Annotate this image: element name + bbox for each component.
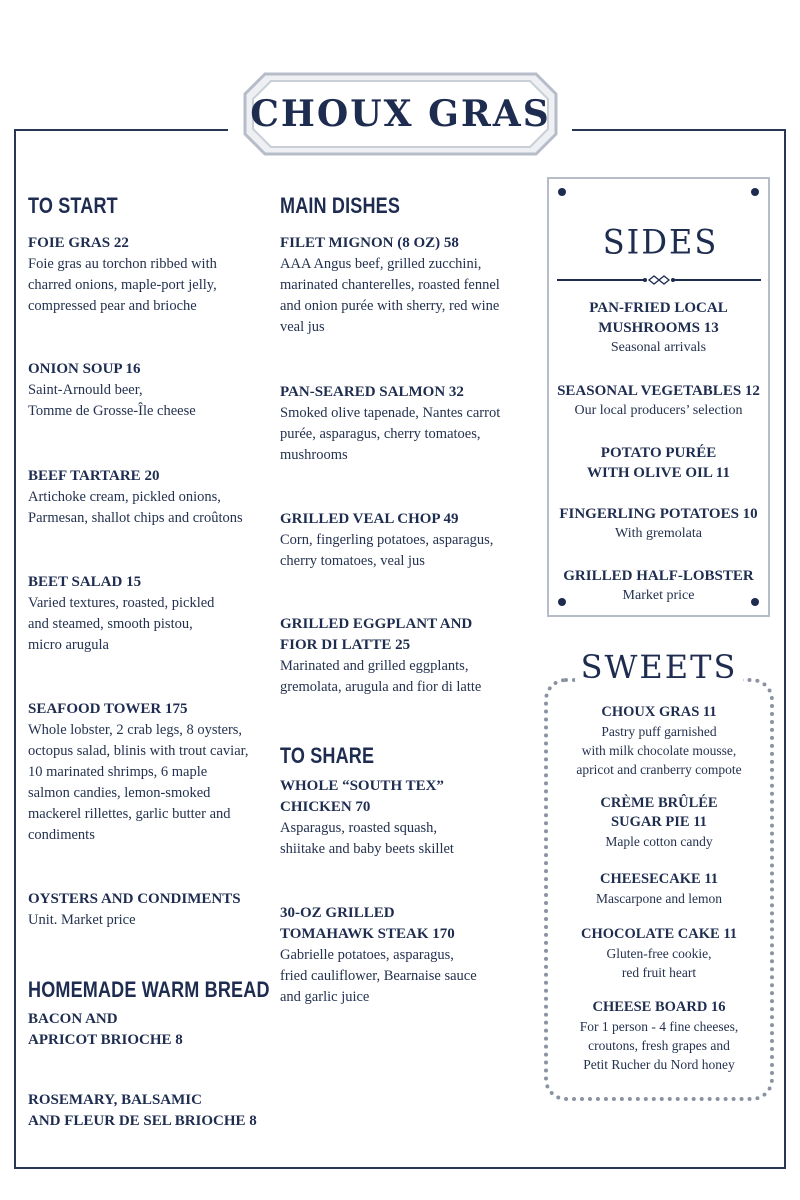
item-desc: AAA Angus beef, grilled zucchini, marinated chanterelles, roasted fennel and onion purée with sherry, red wine veal jus (280, 256, 500, 335)
item-desc: Foie gras au torchon ribbed with charred onions, maple-port jelly, compressed pear and brioche (28, 256, 217, 314)
corner-dot-icon (751, 188, 759, 196)
item-title: BEET SALAD 15 (28, 574, 142, 590)
sweets-heading: SWEETS (575, 648, 744, 686)
menu-item (280, 903, 540, 1008)
side-item (549, 443, 768, 483)
menu-item (280, 776, 540, 860)
sweet-item (548, 925, 770, 982)
brand-name: CHOUX GRAS (250, 93, 551, 135)
item-title: ROSEMARY, BALSAMIC AND FLEUR DE SEL BRIOCHE 8 (28, 1092, 257, 1129)
ornament-divider-icon (555, 273, 763, 287)
sweet-item (548, 870, 770, 908)
menu-item (280, 614, 540, 698)
item-desc: Unit. Market price (28, 912, 136, 928)
item-title: BEEF TARTARE 20 (28, 468, 160, 484)
menu-item (280, 509, 540, 572)
to-share-section (280, 743, 540, 769)
main-dishes-heading: MAIN DISHES (280, 193, 401, 218)
side-item (549, 566, 768, 606)
menu-item (280, 382, 540, 466)
item-title: POTATO PURÉE WITH OLIVE OIL 11 (587, 445, 730, 481)
item-desc: For 1 person - 4 fine cheeses, croutons, fresh grapes and Petit Rucher du Nord honey (579, 1019, 739, 1072)
to-start-heading: TO START (28, 193, 118, 218)
item-title: PAN-SEARED SALMON 32 (280, 384, 464, 400)
item-title: CHOUX GRAS 11 (601, 704, 717, 720)
menu-item (28, 466, 278, 529)
item-desc: Asparagus, roasted squash, shiitake and baby beets skillet (280, 820, 454, 857)
item-title: SEAFOOD TOWER 175 (28, 701, 188, 717)
item-desc: Corn, fingerling potatoes, asparagus, cherry tomatoes, veal jus (280, 532, 494, 569)
frame-left (14, 129, 16, 1169)
item-title: CHOCOLATE CAKE 11 (580, 926, 738, 942)
to-share-heading: TO SHARE (280, 743, 375, 768)
item-desc: Saint-Arnould beer, Tomme de Grosse-Île cheese (28, 382, 196, 419)
item-title: BACON AND APRICOT BRIOCHE 8 (28, 1011, 183, 1048)
sweet-item (548, 703, 770, 779)
side-item (549, 298, 768, 358)
menu-item (28, 1009, 278, 1051)
menu-item (280, 233, 540, 338)
frame-top-left (14, 129, 228, 131)
main-dishes-section (280, 193, 540, 219)
item-desc: Market price (622, 588, 695, 603)
item-title: FILET MIGNON (8 OZ) 58 (280, 235, 459, 251)
frame-right (784, 129, 786, 1169)
menu-item (28, 1090, 288, 1132)
item-title: CHEESE BOARD 16 (592, 999, 726, 1015)
item-desc: Maple cotton candy (605, 834, 713, 849)
sweet-item (548, 998, 770, 1074)
item-title: CHEESECAKE 11 (599, 871, 719, 887)
item-title: GRILLED HALF-LOBSTER (563, 568, 754, 584)
item-desc: Gabrielle potatoes, asparagus, fried cauliflower, Bearnaise sauce and garlic juice (280, 947, 477, 1005)
item-title: FOIE GRAS 22 (28, 235, 129, 251)
item-title: WHOLE “SOUTH TEX” CHICKEN 70 (280, 778, 444, 815)
item-desc: Pastry puff garnished with milk chocolate mousse, apricot and cranberry compote (576, 724, 742, 777)
item-desc: Seasonal arrivals (610, 340, 707, 355)
menu-item (28, 572, 278, 656)
item-desc: With gremolata (615, 526, 702, 541)
item-desc: Gluten-free cookie, red fruit heart (606, 946, 712, 980)
menu-item (28, 889, 278, 931)
corner-dot-icon (558, 188, 566, 196)
item-title: GRILLED VEAL CHOP 49 (280, 511, 459, 527)
item-title: CRÈME BRÛLÉE SUGAR PIE 11 (600, 795, 718, 830)
item-title: OYSTERS AND CONDIMENTS (28, 891, 241, 907)
frame-bottom (14, 1167, 786, 1169)
item-title: 30-OZ GRILLED TOMAHAWK STEAK 170 (280, 905, 455, 942)
brand-logo (243, 72, 558, 156)
bread-heading: HOMEMADE WARM BREAD (28, 977, 270, 1002)
side-item (549, 381, 768, 421)
item-desc: Artichoke cream, pickled onions, Parmesan, shallot chips and croûtons (28, 489, 243, 526)
menu-item (28, 359, 278, 422)
sides-heading: SIDES (602, 222, 719, 262)
item-desc: Marinated and grilled eggplants, gremolata, arugula and fior di latte (280, 658, 482, 695)
side-item (549, 504, 768, 544)
item-title: FINGERLING POTATOES 10 (559, 506, 758, 522)
menu-item (28, 699, 278, 846)
menu-item (28, 233, 278, 317)
item-title: GRILLED EGGPLANT AND FIOR DI LATTE 25 (280, 616, 473, 653)
bread-section (28, 977, 278, 1003)
sweets-heading-wrap (544, 648, 774, 686)
frame-top-right (572, 129, 786, 131)
sweet-item (548, 794, 770, 851)
item-title: SEASONAL VEGETABLES 12 (557, 383, 760, 399)
item-title: PAN-FRIED LOCAL MUSHROOMS 13 (589, 300, 728, 336)
item-title: ONION SOUP 16 (28, 361, 141, 377)
item-desc: Smoked olive tapenade, Nantes carrot purée, asparagus, cherry tomatoes, mushrooms (280, 405, 501, 463)
item-desc: Whole lobster, 2 crab legs, 8 oysters, octopus salad, blinis with trout caviar, 10 marinated shrimps, 6 maple salmon candies, lemon-smoked mackerel rillettes, garlic butter and condiments (28, 722, 249, 843)
to-start-section (28, 193, 278, 219)
item-desc: Varied textures, roasted, pickled and steamed, smooth pistou, micro arugula (28, 595, 215, 653)
item-desc: Our local producers’ selection (574, 403, 743, 418)
item-desc: Mascarpone and lemon (596, 891, 722, 906)
